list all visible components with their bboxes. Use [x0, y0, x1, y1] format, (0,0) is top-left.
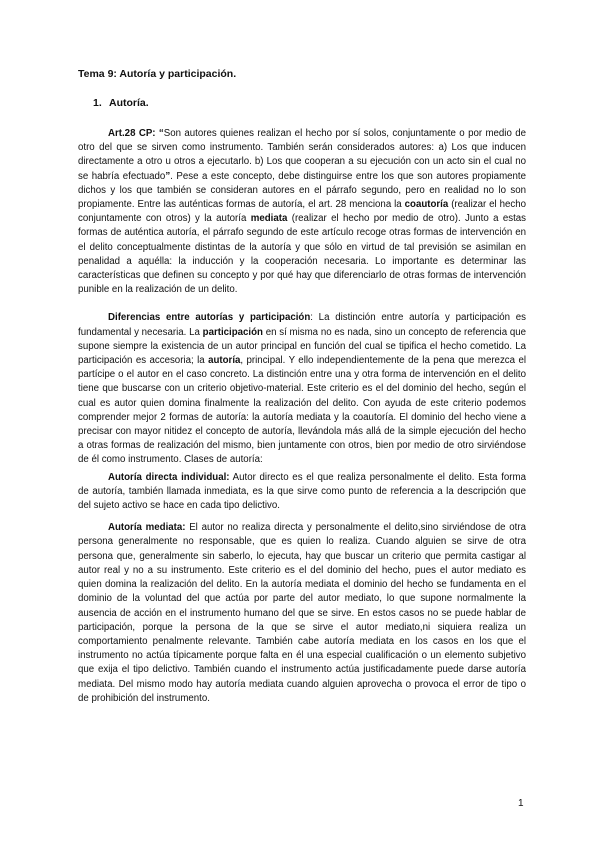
page-title: Tema 9: Autoría y participación.	[78, 68, 237, 80]
quote-close: ”	[165, 170, 171, 182]
term-mediata: mediata	[250, 213, 288, 225]
art28-text-1: . Pese a este concepto, debe distinguirse entre los que son autores propiamente dichos y los que también se consideran autores en el párrafo segundo, pero en realidad no lo son propiamente. Entre las auténticas formas de autoría, el art. 28 menciona la	[78, 170, 526, 211]
section-number: 1.	[93, 97, 102, 109]
art28-text-3: (realizar el hecho por medio de otro). Junto a estas formas de auténtica autoría, el párrafo segundo de este artículo recoge otras formas de intervención en el delito conceptualmente distintas de la autoría y que sólo en virtud de tal previsión se asimilan en penalidad a aquélla: la inducción y la cooperación necesaria. Lo importante es determinar las características que definen su concepto y por qué hay que diferenciarlo de otras formas de intervención punible en la realización de un delito.	[78, 213, 526, 296]
diferencias-heading: Diferencias entre autorías y participación	[108, 312, 311, 324]
paragraph-art28	[78, 127, 526, 297]
paragraph-diferencias	[78, 311, 526, 467]
autoria-mediata-text: El autor no realiza directa y personalmente el delito,sino sirviéndose de otra persona generalmente no responsable, que es quien lo realiza. Cuando alguien se sirve de otra persona que, generalmente sin saberlo, lo ejecuta, hay que buscar un criterio que permita castigar al autor real y no a su instrumento. Este criterio es el del dominio del hecho, pues el autor mediato es quien domina la realización del delito. En la autoría mediata el dominio del hecho se fundamenta en el dominio de la voluntad del que actúa por parte del autor mediato, lo que supone normalmente la ausencia de acción en el instrumento humano del que se sirve. En estos casos no se puede hablar de participación, porque la persona de la que se sirve el autor mediato,ni siquiera realiza un comportamiento penalmente relevante. También cabe autoría mediata en los casos en los que el instrumento no actúa típicamente porque falta en él una especial cualificación o un elemento subjetivo que exija el tipo delictivo. También cuando el instrumento actúa justificadamente puede darse autoría mediata. Del mismo modo hay autoría mediata cuando alguien aprovecha o provoca el error de tipo o de prohibición del instrumento.	[78, 522, 526, 704]
diferencias-text-2: en sí misma no es nada, sino un concepto de referencia que supone siempre la existencia de un autor principal en función del cual se tipifica el hecho cometido. La participación es accesoria; la	[78, 326, 527, 367]
art28-text-2: (realizar el hecho conjuntamente con otros) y la autoría	[78, 199, 526, 225]
term-coautoria: coautoría	[404, 199, 449, 211]
autoria-directa-text: Autor directo es el que realiza personalmente el delito. Esta forma de autoría, también llamada inmediata, es la que sirve como punto de referencia a la descripción que del sujeto activo se hace en cada tipo delictivo.	[78, 471, 526, 512]
diferencias-text-3: , principal. Y ello independientemente de la pena que merezca el partícipe o el autor en el caso concreto. La distinción entre una y otra forma de intervención en el delito tiene que buscarse con un criterio objetivo-material. Este criterio es el del dominio del hecho, según el cual es autor quien domina finalmente la realización del delito. Con ayuda de este criterio podemos comprender mejor 2 formas de autoría: la autoría mediata y la coautoría. El dominio del hecho viene a precisar con mayor nitidez el concepto de autoría, llevándola más allá de la simple ejecución del hecho a otras formas de realización del mismo, bien juntamente con otros, bien por medio de otro sirviéndose de él como instrumento. Clases de autoría:	[78, 355, 526, 466]
autoria-mediata-heading: Autoría mediata:	[108, 522, 186, 534]
term-participacion: participación	[202, 326, 263, 338]
section-label: Autoría.	[109, 97, 149, 109]
autoria-directa-heading: Autoría directa individual:	[108, 471, 230, 483]
paragraph-autoria-directa	[78, 471, 526, 514]
art28-label: Art.28 CP: “	[108, 128, 164, 139]
diferencias-text-1: : La distinción entre autoría y participación es fundamental y necesaria. La	[78, 312, 526, 338]
art28-quote: Son autores quienes realizan el hecho por sí solos, conjuntamente o por medio de otro del que se sirven como instrumento. También serán considerados autores: a) Los que inducen directamente a otro u otros a ejecutarlo. b) Los que cooperan a su ejecución con un acto sin el cual no se habría efectuado	[78, 128, 526, 182]
page-content	[78, 68, 526, 706]
section-heading	[93, 97, 526, 109]
term-autoria: autoría	[208, 355, 241, 367]
paragraph-autoria-mediata	[78, 521, 526, 706]
page-number: 1	[518, 798, 524, 809]
